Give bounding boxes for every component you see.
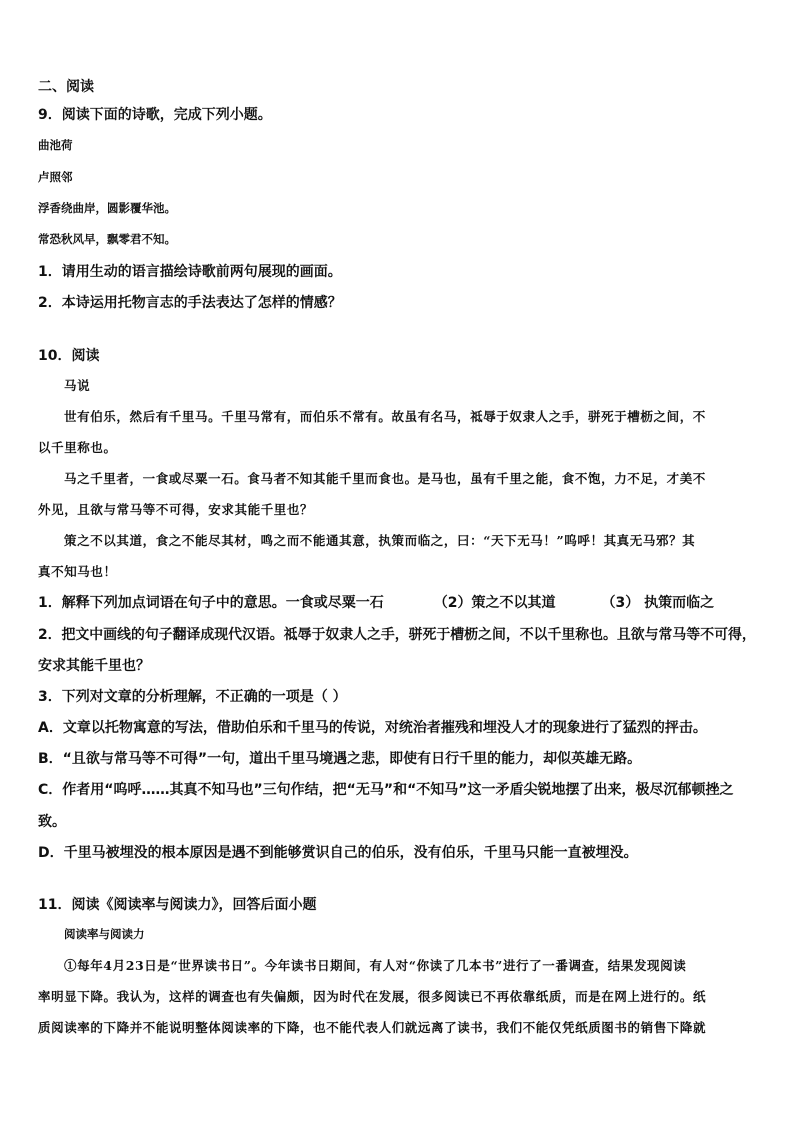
option-c-line-1: C．作者用“呜呼……其真不知马也”三句作结，把“无马”和“不知马”这一矛盾尖锐地摆了出来，极尽沉郁顿挫之	[38, 782, 734, 798]
passage-para-2-line-1: 马之千里者，一食或尽粟一石。食马者不知其能千里而食也。是马也，虽有千里之能，食不饱，力不足，才美不	[64, 471, 706, 486]
question-9-sub-1: 1．请用生动的语言描绘诗歌前两句展现的画面。	[38, 264, 342, 280]
option-c-line-2: 致。	[38, 814, 66, 830]
article-line-3: 质阅读率的下降并不能说明整体阅读率的下降，也不能代表人们就远离了读书，我们不能仅凭纸质图书的销售下降就	[38, 1020, 707, 1035]
poem-line-2: 常恐秋风早，飘零君不知。	[38, 232, 176, 246]
article-title: 阅读率与阅读力	[64, 927, 145, 941]
poem-title: 曲池荷	[38, 138, 73, 152]
question-9-sub-2: 2．本诗运用托物言志的手法表达了怎样的情感？	[38, 295, 342, 311]
question-11-prompt: 11．阅读《阅读率与阅读力》，回答后面小题	[38, 897, 317, 913]
question-10-sub-1	[38, 592, 714, 612]
question-10-sub-3: 3．下列对文章的分析理解，不正确的一项是（ ）	[38, 689, 347, 705]
poem-line-1: 浮香绕曲岸，圆影覆华池。	[38, 201, 176, 215]
question-10-sub-2-line-2: 安求其能千里也？	[38, 658, 150, 674]
passage-para-3-line-2: 真不知马也！	[38, 564, 117, 579]
article-line-2: 率明显下降。我认为，这样的调查也有失偏颇，因为时代在发展，很多阅读已不再依靠纸质，而是在网上进行的。纸	[38, 989, 707, 1004]
passage-title: 马说	[64, 378, 91, 393]
poem-author: 卢照邻	[38, 170, 73, 184]
sub-1-item-2: （2）策之不以其道	[433, 595, 556, 611]
question-10-sub-2-line-1: 2．把文中画线的句子翻译成现代汉语。祗辱于奴隶人之手，骈死于槽枥之间，不以千里称也。且欲与常马等不可得，	[38, 627, 756, 643]
article-line-1: ①每年4月23日是“世界读书日”。今年读书日期间，有人对“你读了几本书”进行了一番调查，结果发现阅读	[64, 958, 687, 973]
passage-para-1-line-1: 世有伯乐，然后有千里马。千里马常有，而伯乐不常有。故虽有名马，祗辱于奴隶人之手，骈死于槽枥之间，不	[64, 409, 706, 424]
passage-para-3-line-1: 策之不以其道，食之不能尽其材，鸣之而不能通其意，执策而临之，曰：“天下无马！”呜呼！其真无马邪？其	[64, 533, 696, 548]
option-d: D．千里马被埋没的根本原因是遇不到能够赏识自己的伯乐，没有伯乐，千里马只能一直被埋没。	[38, 845, 638, 861]
passage-para-1-line-2: 以千里称也。	[38, 440, 117, 455]
option-b: B．“且欲与常马等不可得”一句，道出千里马境遇之悲，即使有日行千里的能力，却似英雄无路。	[38, 751, 642, 767]
option-a: A．文章以托物寓意的写法，借助伯乐和千里马的传说，对统治者摧残和埋没人才的现象进行了猛烈的抨击。	[38, 720, 707, 736]
section-heading: 二、阅读	[38, 79, 94, 95]
sub-1-text: 1．解释下列加点词语在句子中的意思。一食或尽粟一石	[38, 595, 384, 611]
question-10-prompt: 10．阅读	[38, 348, 100, 364]
sub-1-item-3: （3） 执策而临之	[601, 595, 715, 611]
passage-para-2-line-2: 外见，且欲与常马等不可得，安求其能千里也？	[38, 502, 314, 517]
question-9-prompt: 9．阅读下面的诗歌，完成下列小题。	[38, 107, 272, 123]
